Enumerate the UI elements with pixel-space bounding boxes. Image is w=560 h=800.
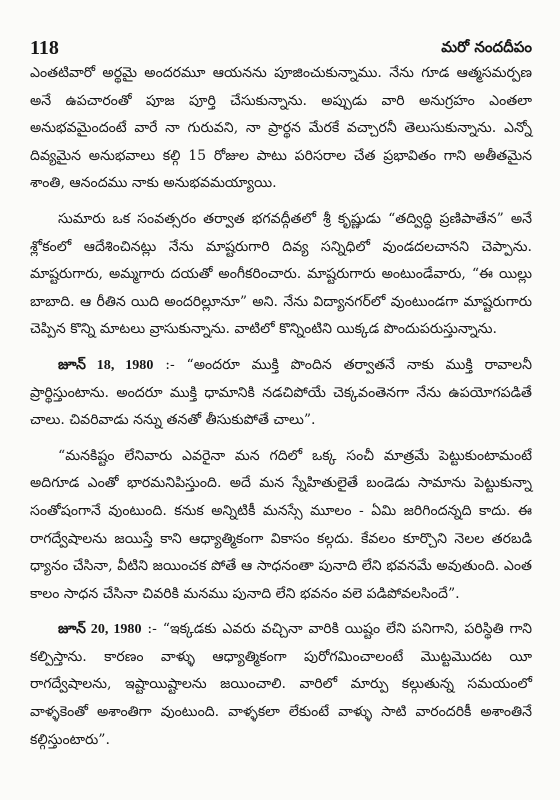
paragraph-text: :- “అందరూ ముక్తి పొందిన తర్వాతనే నాకు ముక్తి రావాలనీ ప్రార్థిస్తుంటాను. అందరూ ముక్తి ధామానికి నడచిపోయే చెక్కవంతెనగా నేను ఉపయోగపడితే చాలు. చివరివాడు నన్ను తనతో తీసుకుపోతే చాలు”. xyxy=(30,356,533,429)
diary-entry-june-20 xyxy=(30,616,532,754)
paragraph-text: “మనకిష్టం లేనివారు ఎవరైనా మన గదిలో ఒక్క సంచీ మాత్రమే పెట్టుకుంటామంటే అదిగూడ ఎంతో భారమనిపిస్తుంది. అదే మన స్నేహితులైతే బండెడు సామాను పెట్టుకున్నా సంతోషంగానే వుంటుంది. కనుక అన్నిటికీ మనస్సే మూలం - ఏమి జరిగిందన్నది కాదు. ఈ రాగద్వేషాలను జయిస్తే కాని ఆధ్యాత్మికంగా వికాసం కల్గదు. కేవలం కూర్చొని నెలల తరబడి ధ్యానం చేసినా, వీటిని జయించక పోతే ఆ సాధనంతా పునాది లేని భవనమే అవుతుంది. ఎంత కాలం సాధన చేసినా చివరికి మనము పునాది లేని భవనం వలె పడిపోవలసిందే”. xyxy=(30,447,532,602)
entry-date: జూన్ 18, 1980 xyxy=(58,356,154,373)
page-number: 118 xyxy=(30,37,59,59)
paragraph-1 xyxy=(30,60,532,198)
paragraph-text: ఎంతటివారో అర్థమై అందరమూ ఆయనను పూజించుకున్నాము. నేను గూడ ఆత్మసమర్పణ అనే ఉపచారంతో పూజ పూర్తి చేసుకున్నాను. అప్పుడు వారి అనుగ్రహం ఎంతలా అనుభవమైందంటే వారే నా గురువని, నా ప్రార్థన మేరకే వచ్చారనీ తెలుసుకున్నాను. ఎన్నో దివ్యమైన అనుభవాలు కల్గి 15 రోజుల పాటు పరిసరాల చేత ప్రభావితం గాని అతీతమైన శాంతి, ఆనందము నాకు అనుభవమయ్యాయి. xyxy=(30,65,532,192)
paragraph-text: :- “ఇక్కడకు ఎవరు వచ్చినా వారికి యిష్టం లేని పనిగాని, పరిస్థితి గాని కల్పిస్తాను. కారణం వాళ్ళు ఆధ్యాత్మికంగా పురోగమించాలంటే మొట్టమొదట యీ రాగద్వేషాలను, ఇష్టాయిష్టాలను జయించాలి. వారిలో మార్పు కల్గుతున్న సమయంలో వాళ్ళకెంతో అశాంతిగా వుంటుంది. వాళ్ళకలా లేకుంటే వాళ్ళు సాటి వారందరికీ అశాంతినే కల్గిస్తుంటారు”. xyxy=(30,621,532,748)
entry-date: జూన్ 20, 1980 xyxy=(58,621,142,638)
page-header xyxy=(30,22,532,60)
page-body xyxy=(30,60,532,754)
paragraph-2 xyxy=(30,206,532,344)
running-title: మరో నందదీపం xyxy=(441,38,532,56)
diary-entry-june-18 xyxy=(30,352,532,435)
paragraph-text: సుమారు ఒక సంవత్సరం తర్వాత భగవద్గీతలో శ్రీ కృష్ణుడు “తద్విద్ధి ప్రణిపాతేన” అనే శ్లోకంలో ఆదేశించినట్లు నేను మాష్టరుగారి దివ్య సన్నిధిలో వుండదలచానని చెప్పాను. మాష్టరుగారు, అమ్మగారు దయతో అంగీకరించారు. మాష్టరుగారు అంటుండేవారు, “ఈ యిల్లు బాబాది. ఆ రీతిన యిది అందరిల్లూనూ” అని. నేను విద్యానగర్‌లో వుంటుండగా మాష్టరుగారు చెప్పిన కొన్ని మాటలు వ్రాసుకున్నాను. వాటిలో కొన్నింటిని యిక్కడ పొందుపరుస్తున్నాను. xyxy=(30,210,532,338)
paragraph-4 xyxy=(30,443,532,609)
